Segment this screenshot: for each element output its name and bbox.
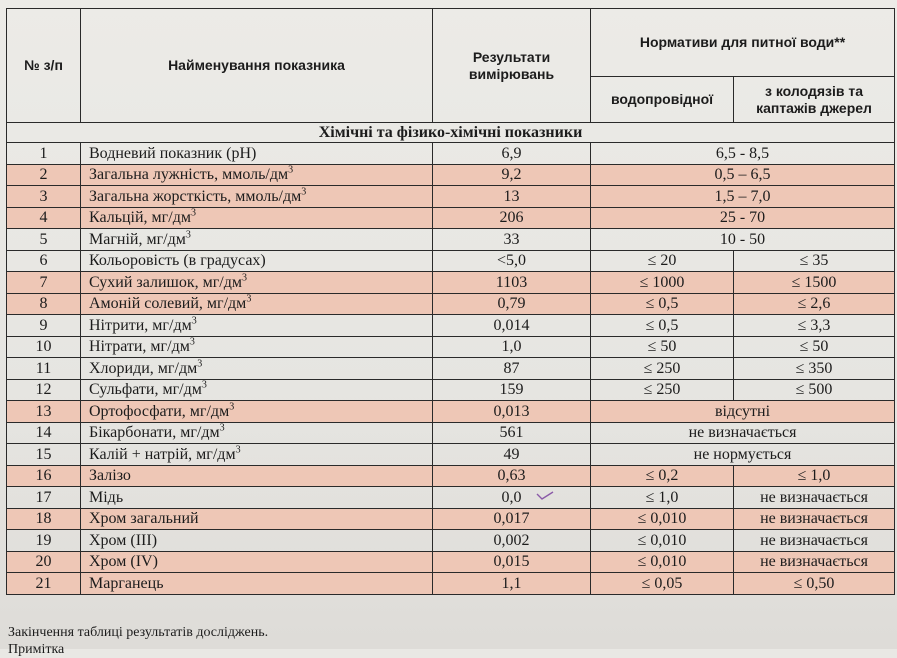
section-title: Хімічні та фізико-хімічні показники: [7, 123, 895, 143]
indicator-name: [81, 229, 433, 251]
measurement-result: 1,1: [433, 573, 591, 595]
row-number: 21: [7, 573, 81, 595]
indicator-name-text: Кольоровість (в градусах): [89, 252, 266, 270]
measurement-result: 159: [433, 379, 591, 401]
header-norm-well: з колодязів та каптажів джерел: [734, 77, 895, 123]
norm-well-water: не визначається: [734, 530, 895, 552]
norm-tap-water: ≤ 0,010: [591, 508, 734, 530]
row-number: 13: [7, 401, 81, 423]
unit-superscript: 3: [201, 379, 207, 391]
measurement-result: 0,63: [433, 465, 591, 487]
norm-well-water: ≤ 350: [734, 358, 895, 380]
row-number: 10: [7, 336, 81, 358]
table-row: [7, 207, 895, 229]
row-number: 20: [7, 551, 81, 573]
norm-well-water: не визначається: [734, 508, 895, 530]
norm-tap-water: ≤ 0,010: [591, 551, 734, 573]
norm-well-water: не визначається: [734, 551, 895, 573]
norm-tap-water: 25 - 70: [591, 207, 895, 229]
measurement-result: 1,0: [433, 336, 591, 358]
row-number: 11: [7, 358, 81, 380]
indicator-name: [81, 379, 433, 401]
header-results: Результати вимірювань: [433, 9, 591, 123]
indicator-name: [81, 444, 433, 466]
measurement-result: 13: [433, 186, 591, 208]
indicator-name: [81, 422, 433, 444]
measurement-result: 561: [433, 422, 591, 444]
unit-superscript: 3: [288, 164, 294, 176]
indicator-name-text: Загальна жорсткість, ммоль/дм: [89, 187, 302, 205]
indicator-name: [81, 358, 433, 380]
table-row: [7, 422, 895, 444]
norm-tap-water: ≤ 1000: [591, 272, 734, 294]
row-number: 2: [7, 164, 81, 186]
norm-tap-water: не нормується: [591, 444, 895, 466]
table-row: [7, 465, 895, 487]
indicator-name-text: Залізо: [89, 467, 131, 485]
indicator-name-text: Хром загальний: [89, 510, 199, 528]
norm-well-water: ≤ 0,50: [734, 573, 895, 595]
row-number: 16: [7, 465, 81, 487]
table-row: [7, 379, 895, 401]
indicator-name-text: Нітрати, мг/дм: [89, 338, 190, 356]
measurement-result: 0,0: [433, 487, 591, 509]
norm-tap-water: ≤ 0,2: [591, 465, 734, 487]
measurement-result: 1103: [433, 272, 591, 294]
indicator-name: [81, 530, 433, 552]
indicator-name: [81, 508, 433, 530]
norm-well-water: ≤ 1500: [734, 272, 895, 294]
norm-well-water: не визначається: [734, 487, 895, 509]
norm-tap-water: ≤ 250: [591, 379, 734, 401]
measurement-result: 87: [433, 358, 591, 380]
table-row: [7, 508, 895, 530]
measurement-result: <5,0: [433, 250, 591, 272]
row-number: 14: [7, 422, 81, 444]
norm-well-water: ≤ 1,0: [734, 465, 895, 487]
measurement-result: 33: [433, 229, 591, 251]
table-row: [7, 250, 895, 272]
row-number: 7: [7, 272, 81, 294]
row-number: 15: [7, 444, 81, 466]
row-number: 4: [7, 207, 81, 229]
indicator-name: [81, 293, 433, 315]
indicator-name: [81, 573, 433, 595]
header-indicator-name: Найменування показника: [81, 9, 433, 123]
norm-tap-water: ≤ 0,010: [591, 530, 734, 552]
norm-well-water: ≤ 2,6: [734, 293, 895, 315]
row-number: 5: [7, 229, 81, 251]
row-number: 17: [7, 487, 81, 509]
table-row: [7, 293, 895, 315]
norm-tap-water: 6,5 - 8,5: [591, 143, 895, 165]
unit-superscript: 3: [189, 336, 195, 348]
unit-superscript: 3: [301, 186, 307, 198]
table-row: [7, 444, 895, 466]
norm-tap-water: 10 - 50: [591, 229, 895, 251]
indicator-name-text: Бікарбонати, мг/дм: [89, 424, 220, 442]
measurement-result: 0,013: [433, 401, 591, 423]
indicator-name: [81, 465, 433, 487]
measurement-result: 206: [433, 207, 591, 229]
indicator-name-text: Магній, мг/дм: [89, 230, 186, 248]
measurement-result: 9,2: [433, 164, 591, 186]
indicator-name: [81, 315, 433, 337]
unit-superscript: 3: [191, 315, 197, 327]
norm-tap-water: 1,5 – 7,0: [591, 186, 895, 208]
row-number: 6: [7, 250, 81, 272]
norm-tap-water: відсутні: [591, 401, 895, 423]
table-row: [7, 401, 895, 423]
norm-tap-water: ≤ 0,5: [591, 293, 734, 315]
unit-superscript: 3: [229, 401, 235, 413]
table-row: [7, 272, 895, 294]
indicator-name-text: Амоній солевий, мг/дм: [89, 295, 247, 313]
unit-superscript: 3: [197, 358, 203, 370]
row-number: 8: [7, 293, 81, 315]
unit-superscript: 3: [219, 422, 225, 434]
indicator-name-text: Хлориди, мг/дм: [89, 359, 198, 377]
norm-tap-water: ≤ 250: [591, 358, 734, 380]
row-number: 9: [7, 315, 81, 337]
results-table: [6, 8, 895, 595]
norm-tap-water: ≤ 0,5: [591, 315, 734, 337]
table-row: [7, 358, 895, 380]
indicator-name-text: Загальна лужність, ммоль/дм: [89, 166, 289, 184]
row-number: 18: [7, 508, 81, 530]
norm-well-water: ≤ 35: [734, 250, 895, 272]
row-number: 19: [7, 530, 81, 552]
table-row: [7, 336, 895, 358]
table-row: [7, 229, 895, 251]
indicator-name-text: Хром (III): [89, 531, 158, 549]
table-row: [7, 573, 895, 595]
measurement-result: 0,017: [433, 508, 591, 530]
header-number: № з/п: [7, 9, 81, 123]
norm-tap-water: ≤ 0,05: [591, 573, 734, 595]
indicator-name: [81, 401, 433, 423]
table-row: [7, 143, 895, 165]
unit-superscript: 3: [185, 229, 191, 241]
indicator-name: [81, 250, 433, 272]
indicator-name-text: Марганець: [89, 574, 164, 592]
table-row: [7, 530, 895, 552]
indicator-name-text: Сухий залишок, мг/дм: [89, 273, 242, 291]
unit-superscript: 3: [242, 272, 247, 284]
unit-superscript: 3: [235, 444, 241, 456]
indicator-name-text: Хром (IV): [89, 553, 158, 571]
norm-tap-water: ≤ 1,0: [591, 487, 734, 509]
norm-tap-water: ≤ 50: [591, 336, 734, 358]
measurement-result: 0,79: [433, 293, 591, 315]
header-norms: Нормативи для питної води**: [591, 9, 895, 77]
indicator-name-text: Нітрити, мг/дм: [89, 316, 192, 334]
row-number: 12: [7, 379, 81, 401]
checkmark-icon: [535, 488, 555, 502]
indicator-name: [81, 336, 433, 358]
indicator-name-text: Ортофосфати, мг/дм: [89, 402, 230, 420]
measurement-result: 0,015: [433, 551, 591, 573]
table-row: [7, 315, 895, 337]
indicator-name-text: Сульфати, мг/дм: [89, 381, 202, 399]
indicator-name: [81, 551, 433, 573]
norm-tap-water: не визначається: [591, 422, 895, 444]
row-number: 3: [7, 186, 81, 208]
unit-superscript: 3: [246, 293, 252, 305]
norm-tap-water: ≤ 20: [591, 250, 734, 272]
measurement-result: 49: [433, 444, 591, 466]
indicator-name: [81, 272, 433, 294]
row-number: 1: [7, 143, 81, 165]
indicator-name-text: Кальцій, мг/дм: [89, 209, 191, 227]
footer-note: Закінчення таблиці результатів досліджень.: [8, 625, 269, 640]
header-norm-tap: водопровідної: [591, 77, 734, 123]
indicator-name: [81, 487, 433, 509]
measurement-result: 0,002: [433, 530, 591, 552]
indicator-name: [81, 186, 433, 208]
measurement-result: 6,9: [433, 143, 591, 165]
measurement-result: 0,014: [433, 315, 591, 337]
unit-superscript: 3: [190, 207, 196, 219]
table-row: [7, 164, 895, 186]
norm-tap-water: 0,5 – 6,5: [591, 164, 895, 186]
table-row: [7, 186, 895, 208]
norm-well-water: ≤ 500: [734, 379, 895, 401]
indicator-name-text: Водневий показник (pH): [89, 144, 257, 162]
indicator-name-text: Калій + натрій, мг/дм: [89, 445, 236, 463]
indicator-name: [81, 207, 433, 229]
table-row: [7, 487, 895, 509]
footer-note-label: Примітка: [8, 642, 65, 657]
indicator-name-text: Мідь: [89, 488, 124, 506]
norm-well-water: ≤ 50: [734, 336, 895, 358]
table-row: [7, 551, 895, 573]
indicator-name: [81, 164, 433, 186]
indicator-name: [81, 143, 433, 165]
norm-well-water: ≤ 3,3: [734, 315, 895, 337]
